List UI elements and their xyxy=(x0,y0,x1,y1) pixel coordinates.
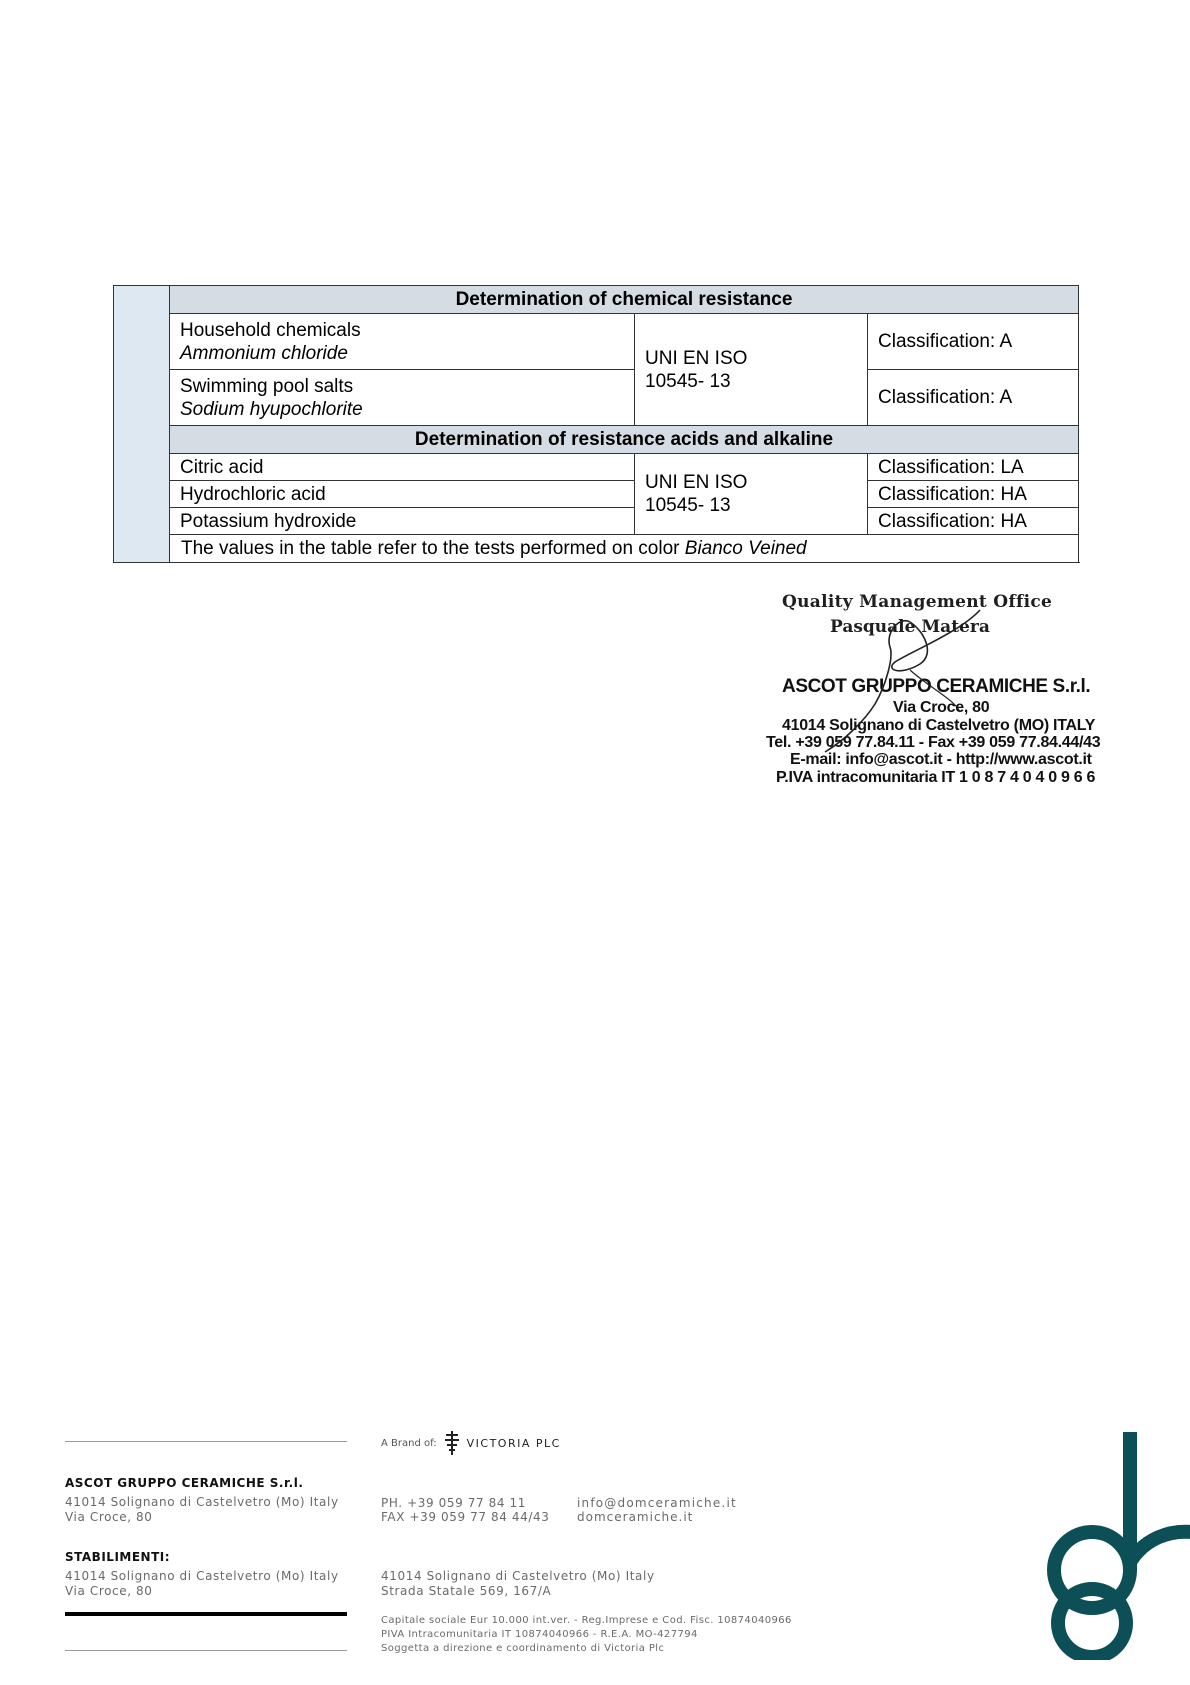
test-detail: Ammonium chloride xyxy=(180,342,348,364)
test-name-cell: Hydrochloric acid xyxy=(170,481,635,508)
chemical-resistance-table xyxy=(113,285,1079,563)
footer-plants-title: STABILIMENTI: xyxy=(65,1550,171,1564)
test-detail: Sodium hyupochlorite xyxy=(180,398,363,420)
standard-line: 10545- 13 xyxy=(645,370,731,392)
table-row xyxy=(114,454,1079,481)
footer-email[interactable]: info@domceramiche.it xyxy=(577,1496,737,1510)
stamp-vat: P.IVA intracomunitaria IT 1 0 8 7 4 0 4 0 9 6 6 xyxy=(776,769,1096,786)
footer-thick-divider xyxy=(65,1612,347,1616)
table-row xyxy=(114,481,1079,508)
dom-logo-icon xyxy=(1020,1430,1190,1660)
stamp-city: 41014 Solignano di Castelvetro (MO) ITALY xyxy=(782,717,1096,734)
footer-legal-line: PIVA Intracomunitaria IT 10874040966 - R.E.A. MO-427794 xyxy=(381,1629,698,1640)
classification-cell: Classification: A xyxy=(868,370,1079,426)
footer-phone: PH. +39 059 77 84 11 xyxy=(381,1496,526,1510)
stamp-email: E-mail: info@ascot.it - http://www.ascot.it xyxy=(790,751,1092,768)
table-row xyxy=(114,508,1079,535)
table-note xyxy=(170,535,1079,563)
footer-legal-line: Soggetta a direzione e coordinamento di Victoria Plc xyxy=(381,1643,665,1654)
classification-cell: Classification: HA xyxy=(868,508,1079,535)
standard-line: UNI EN ISO xyxy=(645,472,748,493)
stamp-company: ASCOT GRUPPO CERAMICHE S.r.l. xyxy=(782,676,1091,697)
table-row xyxy=(114,370,1079,426)
stamp-address: Via Croce, 80 xyxy=(893,699,990,716)
classification-cell: Classification: LA xyxy=(868,454,1079,481)
note-text: The values in the table refer to the tests performed on color xyxy=(181,538,685,559)
test-name-cell: Citric acid xyxy=(170,454,635,481)
footer-legal-line: Capitale sociale Eur 10.000 int.ver. - Reg.Imprese e Cod. Fisc. 10874040966 xyxy=(381,1615,792,1626)
section-title: Determination of chemical resistance xyxy=(170,286,1079,314)
footer-company-street: Via Croce, 80 xyxy=(65,1510,153,1524)
company-stamp xyxy=(760,592,1140,792)
standard-line: 10545- 13 xyxy=(645,495,731,516)
classification-cell: Classification: HA xyxy=(868,481,1079,508)
footer-bottom-divider xyxy=(65,1650,347,1651)
stamp-phone: Tel. +39 059 77.84.11 - Fax +39 059 77.84.44/43 xyxy=(766,734,1101,751)
test-name: Swimming pool salts xyxy=(180,375,354,397)
footer-plant2-city: 41014 Solignano di Castelvetro (Mo) Italy xyxy=(381,1569,655,1583)
test-name-cell: Potassium hydroxide xyxy=(170,508,635,535)
section-title: Determination of resistance acids and alkaline xyxy=(170,426,1079,454)
footer-company-city: 41014 Solignano di Castelvetro (Mo) Italy xyxy=(65,1495,339,1509)
brand-prefix: A Brand of: xyxy=(381,1437,437,1449)
brand-line xyxy=(381,1431,561,1455)
footer-website[interactable]: domceramiche.it xyxy=(577,1510,694,1524)
classification-cell: Classification: A xyxy=(868,314,1079,370)
footer-plant2-street: Strada Statale 569, 167/A xyxy=(381,1584,552,1598)
footer-divider xyxy=(65,1441,347,1442)
footer-fax: FAX +39 059 77 84 44/43 xyxy=(381,1510,550,1524)
standard-line: UNI EN ISO xyxy=(645,347,748,369)
victoria-logo-icon xyxy=(443,1431,461,1455)
table-row xyxy=(114,314,1079,370)
stamp-office: Quality Management Office xyxy=(782,592,1053,612)
test-name-cell xyxy=(170,370,635,426)
test-name-cell xyxy=(170,314,635,370)
footer-plant1-street: Via Croce, 80 xyxy=(65,1584,153,1598)
note-color: Bianco Veined xyxy=(684,538,807,559)
stamp-person: Pasquale Matera xyxy=(830,617,990,637)
test-name: Household chemicals xyxy=(180,319,361,341)
standard-cell xyxy=(635,454,868,535)
footer-plant1-city: 41014 Solignano di Castelvetro (Mo) Italy xyxy=(65,1569,339,1583)
side-band xyxy=(114,286,170,563)
standard-cell xyxy=(635,314,868,426)
footer-company: ASCOT GRUPPO CERAMICHE S.r.l. xyxy=(65,1476,304,1490)
brand-name: VICTORIA PLC xyxy=(466,1436,561,1450)
